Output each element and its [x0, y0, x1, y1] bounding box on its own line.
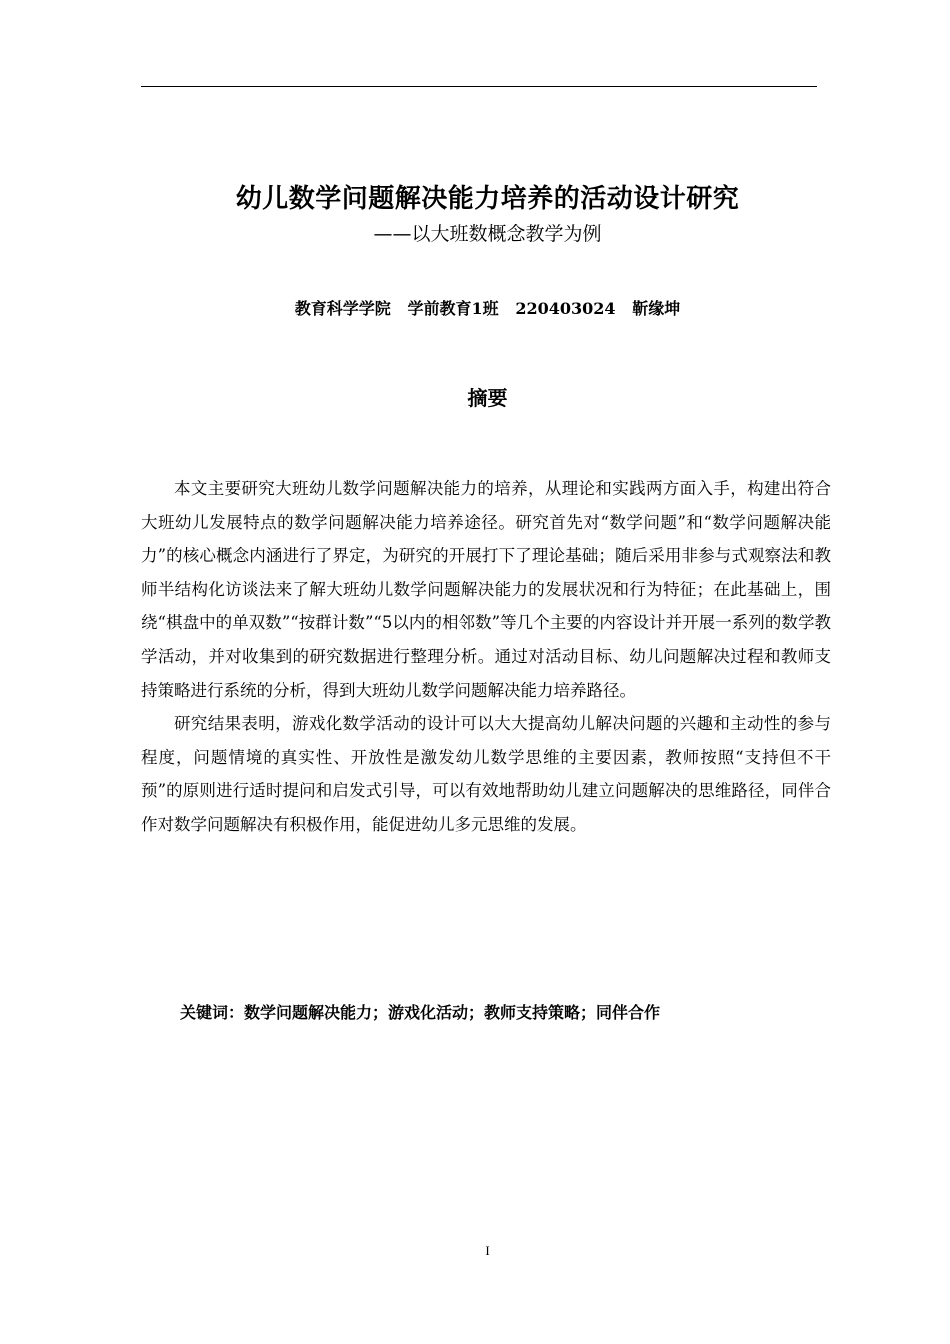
paper-title: 幼儿数学问题解决能力培养的活动设计研究 — [235, 184, 740, 214]
abstract-paragraph-1: 本文主要研究大班幼儿数学问题解决能力的培养，从理论和实践两方面入手，构建出符合大班幼儿发展特点的数学问题解决能力培养途径。研究首先对“数学问题”和“数学问题解决能力”的核心概念内涵进行了界定，为研究的开展打下了理论基础；随后采用非参与式观察法和教师半结构化访谈法来了解大班幼儿数学问题解决能力的发展状况和行为特征；在此基础上，围绕“棋盘中的单双数”“按群计数”“5以内的相邻数”等几个主要的内容设计并开展一系列的数学教学活动，并对收集到的研究数据进行整理分析。通过对活动目标、幼儿问题解决过程和教师支持策略进行系统的分析，得到大班幼儿数学问题解决能力培养路径。 — [141, 479, 831, 700]
header-rule — [141, 86, 817, 87]
keywords-line: 关键词：数学问题解决能力；游戏化活动；教师支持策略；同伴合作 — [180, 1003, 661, 1022]
abstract-heading: 摘要 — [467, 386, 508, 410]
paper-subtitle: ——以大班数概念教学为例 — [373, 223, 602, 245]
author-line: 教育科学学院 学前教育1班 220403024 靳缘坤 — [294, 299, 681, 318]
abstract-paragraph-2: 研究结果表明，游戏化数学活动的设计可以大大提高幼儿解决问题的兴趣和主动性的参与程度，问题情境的真实性、开放性是激发幼儿数学思维的主要因素，教师按照“支持但不干预”的原则进行适时提问和启发式引导，可以有效地帮助幼儿建立问题解决的思维路径，同伴合作对数学问题解决有积极作用，能促进幼儿多元思维的发展。 — [141, 714, 831, 834]
page-number: I — [485, 1243, 490, 1258]
abstract-body — [141, 472, 831, 842]
